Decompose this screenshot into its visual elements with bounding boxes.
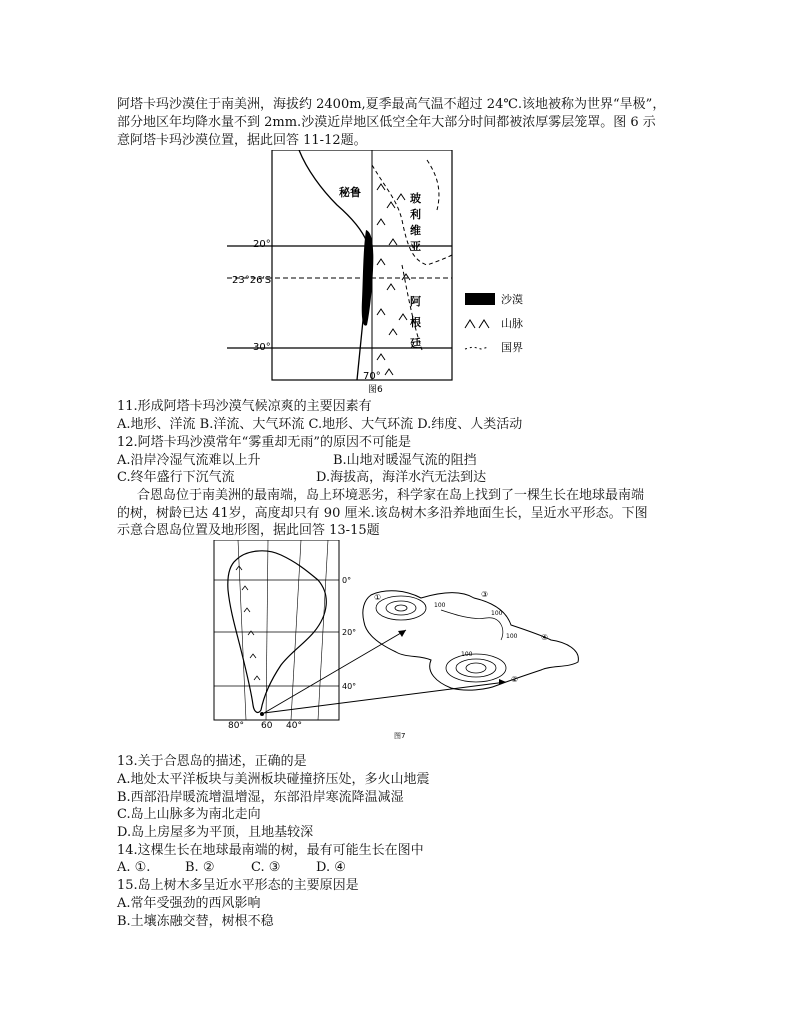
q15-stem: 15.岛上树木多呈近水平形态的主要原因是 (117, 878, 359, 893)
legend-border-symbol (465, 347, 489, 349)
q12-option-c: C.终年盛行下沉气流 (117, 470, 235, 485)
label-bolivia-2: 利 (410, 208, 421, 221)
figure-6-caption: 图6 (368, 385, 383, 395)
point-label-1: ① (374, 593, 382, 602)
passage1-line-1: 阿塔卡玛沙漠住于南美洲，海拔约 2400m,夏季最高气温不超过 24℃.该地被称为世界“旱极”， (117, 97, 666, 112)
andes-mountain-symbols (236, 566, 260, 680)
label-bolivia-3: 维 (410, 224, 421, 237)
lon-line-80 (238, 540, 246, 720)
q12-stem: 12.阿塔卡玛沙漠常年“雾重却无雨”的原因不可能是 (117, 435, 411, 450)
q12-option-a: A.沿岸冷湿气流难以上升 (117, 453, 261, 468)
label-lon-80: 80° (228, 721, 244, 731)
arrow-line-lower (264, 682, 506, 713)
label-lat-30: 30° (253, 342, 271, 353)
label-lat-0: 0° (342, 576, 352, 585)
q12-option-b: B.山地对暖湿气流的阻挡 (333, 453, 477, 468)
point-label-2: ② (511, 675, 519, 684)
cape-horn-marker (260, 712, 264, 716)
label-lat-20: 20° (342, 628, 357, 637)
contour-label-2: 100 (491, 610, 503, 617)
q15-option-b: B.土壤冻融交替，树根不稳 (117, 914, 274, 929)
contour-nw-1 (376, 596, 426, 620)
passage2-line-2: 的树，树龄已达 41岁，高度却只有 90 厘米.该岛树木多沿养地面生长，呈近水平形态。下图 (117, 506, 648, 521)
q14-stem: 14.这棵生长在地球最南端的树，最有可能生长在图中 (117, 843, 424, 858)
passage1-line-3: 意阿塔卡玛沙漠位置，据此回答 11-12题。 (117, 133, 367, 148)
coastline (299, 150, 368, 380)
passage2-line-1: 合恩岛位于南美洲的最南端，岛上环境恶劣，科学家在岛上找到了一棵生长在地球最南端 (137, 488, 645, 503)
q13-stem: 13.关于合恩岛的描述，正确的是 (117, 754, 307, 769)
q13-option-a: A.地处太平洋板块与美洲板块碰撞挤压处，多火山地震 (117, 772, 430, 787)
arrow-line-upper (264, 630, 406, 713)
q14-option-b: B. ② (185, 860, 215, 875)
label-peru: 秘鲁 (339, 186, 361, 199)
contour-s-1 (446, 654, 506, 682)
label-argentina-1: 阿 (410, 295, 421, 308)
map-frame (272, 150, 452, 380)
contour-nw-2 (386, 601, 416, 615)
contour-label-1: 100 (434, 602, 446, 609)
contour-label-4: 100 (461, 651, 473, 658)
legend-desert-label: 沙漠 (501, 293, 523, 306)
q14-option-a: A. ①. (117, 860, 151, 875)
lon-line-40 (291, 540, 301, 720)
legend-mountain-symbol (465, 320, 489, 328)
label-lat-40: 40° (342, 682, 357, 691)
q11-stem: 11.形成阿塔卡玛沙漠气候凉爽的主要因素有 (117, 399, 372, 414)
label-lon-40: 40° (286, 721, 302, 731)
figure-7-caption: 图7 (394, 732, 406, 740)
label-argentina-3: 廷 (410, 337, 421, 350)
legend-mountain-label: 山脉 (501, 317, 523, 330)
point-label-3: ③ (481, 590, 489, 599)
q14-option-d: D. ④ (316, 860, 346, 875)
contour-nw-3 (395, 605, 407, 611)
label-bolivia-4: 亚 (410, 240, 421, 253)
contour-label-3: 100 (506, 633, 518, 640)
south-america-frame (214, 540, 339, 720)
label-lon-60: 60 (261, 721, 273, 731)
label-lat-20: 20° (253, 239, 271, 250)
q14-option-c: C. ③ (251, 860, 281, 875)
q11-options: A.地形、洋流 B.洋流、大气环流 C.地形、大气环流 D.纬度、人类活动 (117, 417, 523, 432)
q13-option-c: C.岛上山脉多为南北走向 (117, 807, 261, 822)
legend-border-label: 国界 (501, 341, 523, 354)
q15-option-a: A.常年受强劲的西风影响 (117, 896, 261, 911)
label-argentina-2: 根 (410, 316, 421, 329)
contour-s-2 (456, 659, 496, 677)
q13-option-d: D.岛上房屋多为平顶，且地基较深 (117, 825, 314, 840)
lon-line-20 (318, 540, 328, 720)
figure-6-map (227, 150, 565, 396)
passage2-line-3: 示意合恩岛位置及地形图，据此回答 13-15题 (117, 523, 380, 538)
label-bolivia-1: 玻 (410, 192, 421, 205)
label-lon-70: 70° (363, 371, 381, 382)
q12-option-d: D.海拔高，海洋水汽无法到达 (316, 470, 487, 485)
label-lat-tropic: 23°26′S (232, 275, 272, 286)
q13-option-b: B.西部沿岸暖流增温增湿，东部沿岸寒流降温减湿 (117, 790, 404, 805)
figure-7-map (206, 540, 606, 745)
passage1-line-2: 部分地区年均降水量不到 2mm.沙漠近岸地区低空全年大部分时间都被浓厚雾层笼罩。图 6 示 (117, 115, 656, 130)
point-label-4: ④ (541, 633, 549, 642)
contour-s-3 (466, 663, 486, 673)
legend-desert-swatch (465, 293, 495, 305)
